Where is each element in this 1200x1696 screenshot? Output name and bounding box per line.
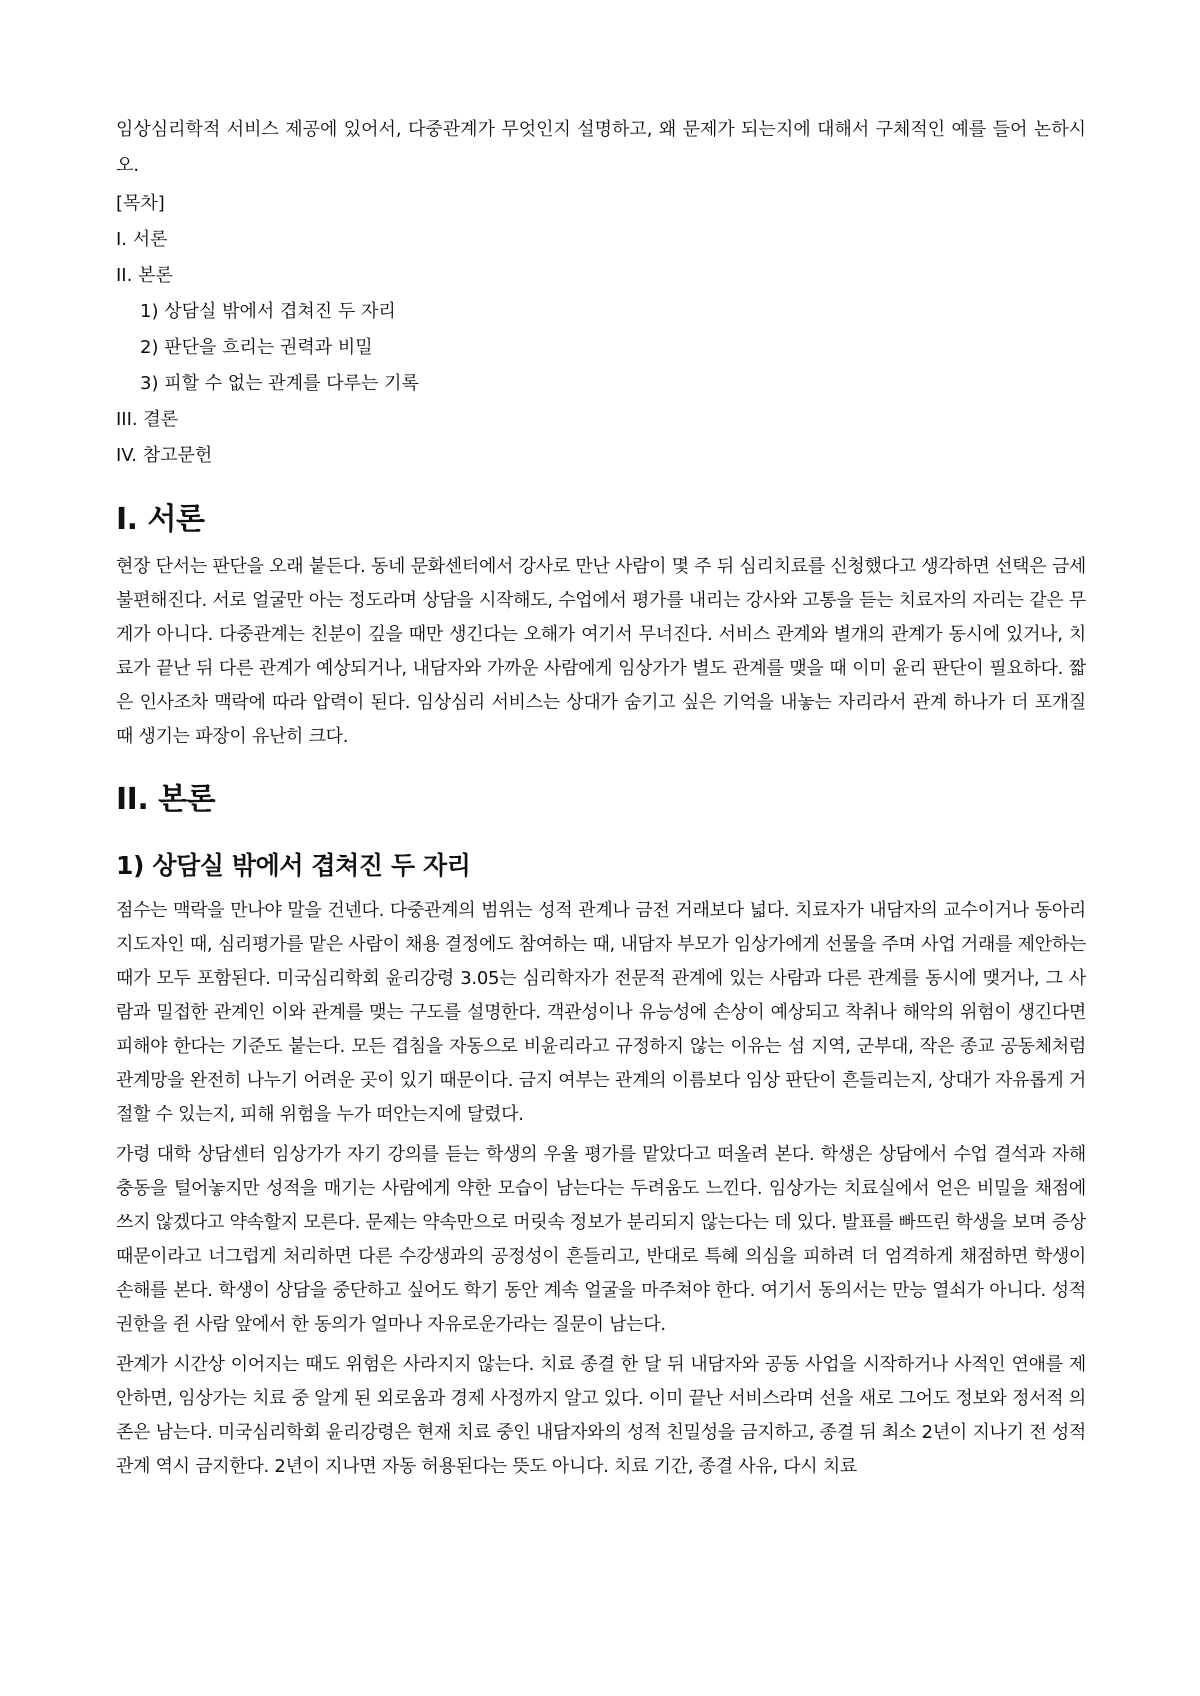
toc-label: [목차]: [116, 193, 165, 214]
section-heading-body: II. 본론: [116, 782, 216, 817]
table-of-contents: [116, 186, 1086, 474]
subsection-heading-1: 1) 상담실 밖에서 겹쳐진 두 자리: [116, 851, 471, 880]
toc-item: III. 결론: [116, 409, 179, 430]
toc-item: 2) 판단을 흐리는 권력과 비밀: [140, 337, 373, 358]
intro-paragraph: 현장 단서는 판단을 오래 붙든다. 동네 문화센터에서 강사로 만난 사람이 몇 주 뒤 심리치료를 신청했다고 생각하면 선택은 금세 불편해진다. 서로 얼굴만 아는 정도라며 상담을 시작해도, 수업에서 평가를 내리는 강사와 고통을 듣는 치료자의 자리는 같은 무게가 아니다. 다중관계는 친분이 깊을 때만 생긴다는 오해가 여기서 무너진다. 서비스 관계와 별개의 관계가 동시에 있거나, 치료가 끝난 뒤 다른 관계가 예상되거나, 내담자와 가까운 사람에게 임상가가 별도 관계를 맺을 때 이미 윤리 판단이 필요하다. 짧은 인사조차 맥락에 따라 압력이 된다. 임상심리 서비스는 상대가 숨기고 싶은 기억을 내놓는 자리라서 관계 하나가 더 포개질 때 생기는 파장이 유난히 크다.: [116, 556, 1086, 747]
assignment-question: 임상심리학적 서비스 제공에 있어서, 다중관계가 무엇인지 설명하고, 왜 문제가 되는지에 대해서 구체적인 예를 들어 논하시오.: [116, 119, 1086, 176]
toc-item: 1) 상담실 밖에서 겹쳐진 두 자리: [140, 301, 396, 322]
body-paragraph: 가령 대학 상담센터 임상가가 자기 강의를 듣는 학생의 우울 평가를 맡았다고 떠올려 본다. 학생은 상담에서 수업 결석과 자해 충동을 털어놓지만 성적을 매기는 사람에게 약한 모습이 남는다는 두려움도 느낀다. 임상가는 치료실에서 얻은 비밀을 채점에 쓰지 않겠다고 약속할지 모른다. 문제는 약속만으로 머릿속 정보가 분리되지 않는다는 데 있다. 발표를 빠뜨린 학생을 보며 증상 때문이라고 너그럽게 처리하면 다른 수강생과의 공정성이 흔들리고, 반대로 특혜 의심을 피하려 더 엄격하게 채점하면 학생이 손해를 본다. 학생이 상담을 중단하고 싶어도 학기 동안 계속 얼굴을 마주쳐야 한다. 여기서 동의서는 만능 열쇠가 아니다. 성적 권한을 쥔 사람 앞에서 한 동의가 얼마나 자유로운가라는 질문이 남는다.: [116, 1144, 1086, 1335]
document-page: [116, 112, 1086, 1490]
toc-item: II. 본론: [116, 265, 173, 286]
body-paragraph: 관계가 시간상 이어지는 때도 위험은 사라지지 않는다. 치료 종결 한 달 뒤 내담자와 공동 사업을 시작하거나 사적인 연애를 제안하면, 임상가는 치료 중 알게 된 외로움과 경제 사정까지 알고 있다. 이미 끝난 서비스라며 선을 새로 그어도 정보와 정서적 의존은 남는다. 미국심리학회 윤리강령은 현재 치료 중인 내담자와의 성적 친밀성을 금지하고, 종결 뒤 최소 2년이 지나기 전 성적 관계 역시 금지한다. 2년이 지나면 자동 허용된다는 뜻도 아니다. 치료 기간, 종결 사유, 다시 치료: [116, 1354, 1086, 1477]
body-paragraph: 점수는 맥락을 만나야 말을 건넨다. 다중관계의 범위는 성적 관계나 금전 거래보다 넓다. 치료자가 내담자의 교수이거나 동아리 지도자인 때, 심리평가를 맡은 사람이 채용 결정에도 참여하는 때, 내담자 부모가 임상가에게 선물을 주며 사업 거래를 제안하는 때가 모두 포함된다. 미국심리학회 윤리강령 3.05는 심리학자가 전문적 관계에 있는 사람과 다른 관계를 동시에 맺거나, 그 사람과 밀접한 관계인 이와 관계를 맺는 구도를 설명한다. 객관성이나 유능성에 손상이 예상되고 착취나 해악의 위험이 생긴다면 피해야 한다는 기준도 붙는다. 모든 겹침을 자동으로 비윤리라고 규정하지 않는 이유는 섬 지역, 군부대, 작은 종교 공동체처럼 관계망을 완전히 나누기 어려운 곳이 있기 때문이다. 금지 여부는 관계의 이름보다 임상 판단이 흔들리는지, 상대가 자유롭게 거절할 수 있는지, 피해 위험을 누가 떠안는지에 달렸다.: [116, 900, 1086, 1125]
toc-item: 3) 피할 수 없는 관계를 다루는 기록: [140, 373, 419, 394]
toc-item: I. 서론: [116, 229, 168, 250]
toc-item: IV. 참고문헌: [116, 445, 213, 466]
section-heading-intro: I. 서론: [116, 502, 205, 537]
